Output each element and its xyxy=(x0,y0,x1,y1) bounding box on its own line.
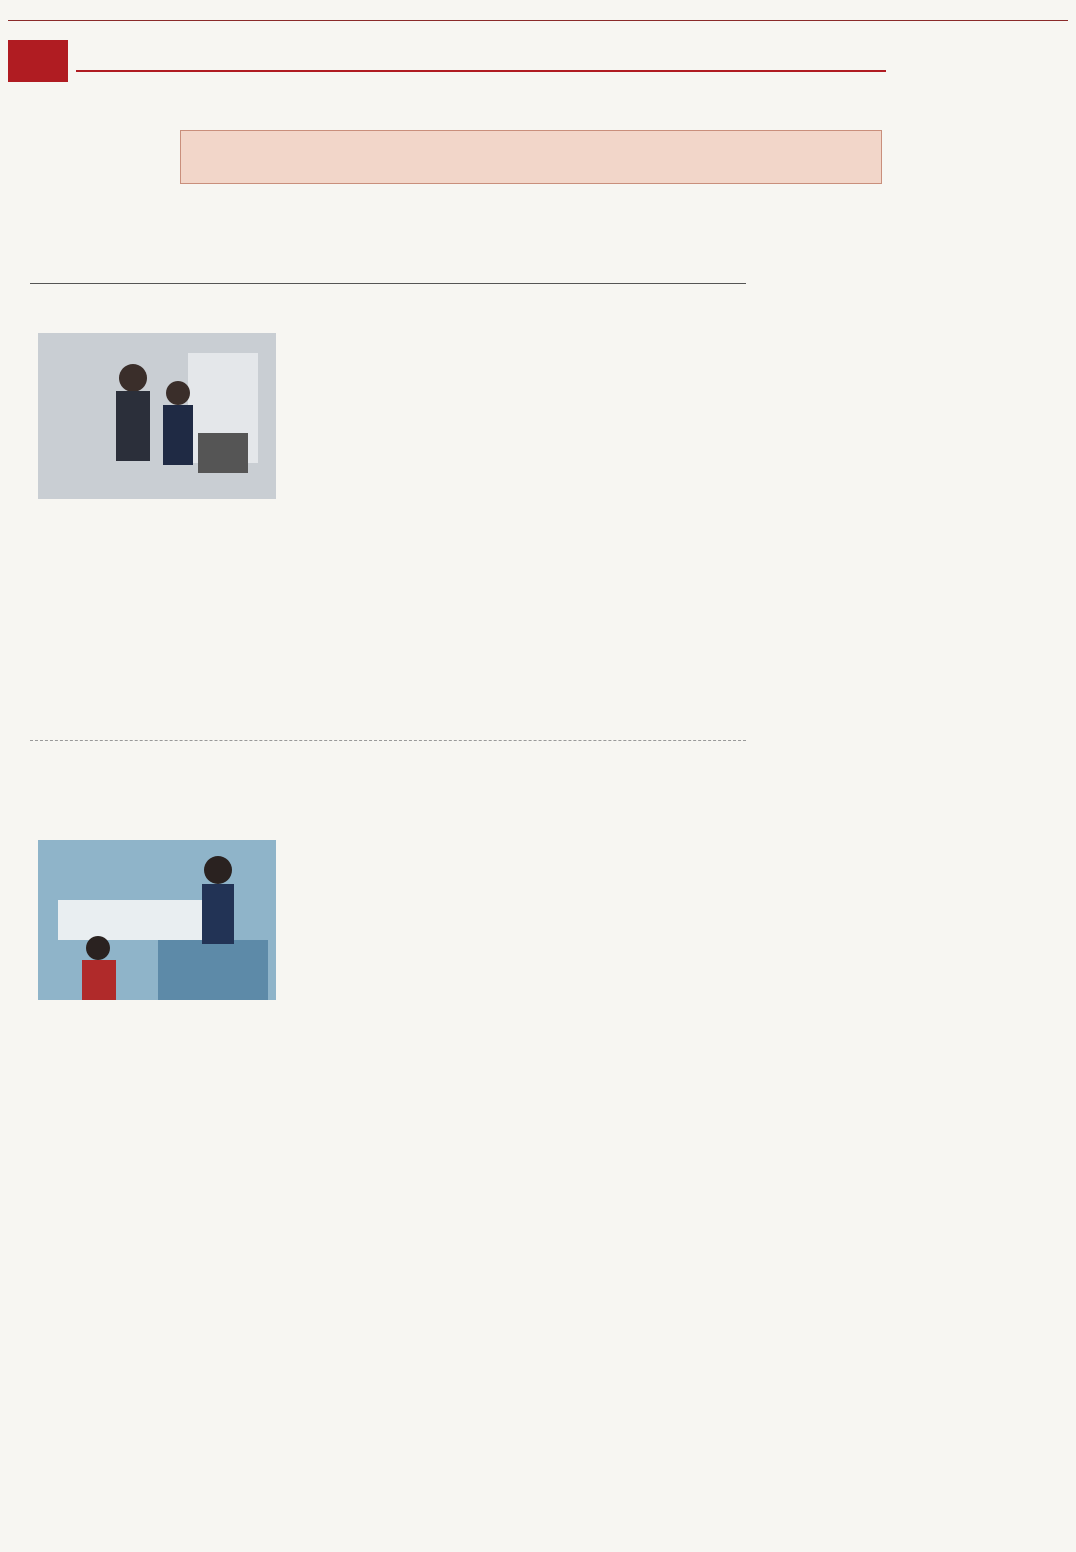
page-header xyxy=(8,4,1068,20)
article1-photo xyxy=(38,333,276,499)
photo-people-at-kiosk xyxy=(38,333,276,499)
divider xyxy=(30,740,746,741)
article1-col3 xyxy=(392,333,562,730)
topic-banner xyxy=(180,130,882,184)
header-rule xyxy=(8,20,1068,21)
article1-col2 xyxy=(214,515,384,730)
photo-service-hall xyxy=(38,840,276,1000)
article2-photo xyxy=(38,840,276,1000)
section-rule xyxy=(76,70,886,72)
article1-col1 xyxy=(38,532,208,730)
divider xyxy=(30,283,746,284)
page-number xyxy=(8,40,68,82)
article1-col4 xyxy=(570,333,742,730)
